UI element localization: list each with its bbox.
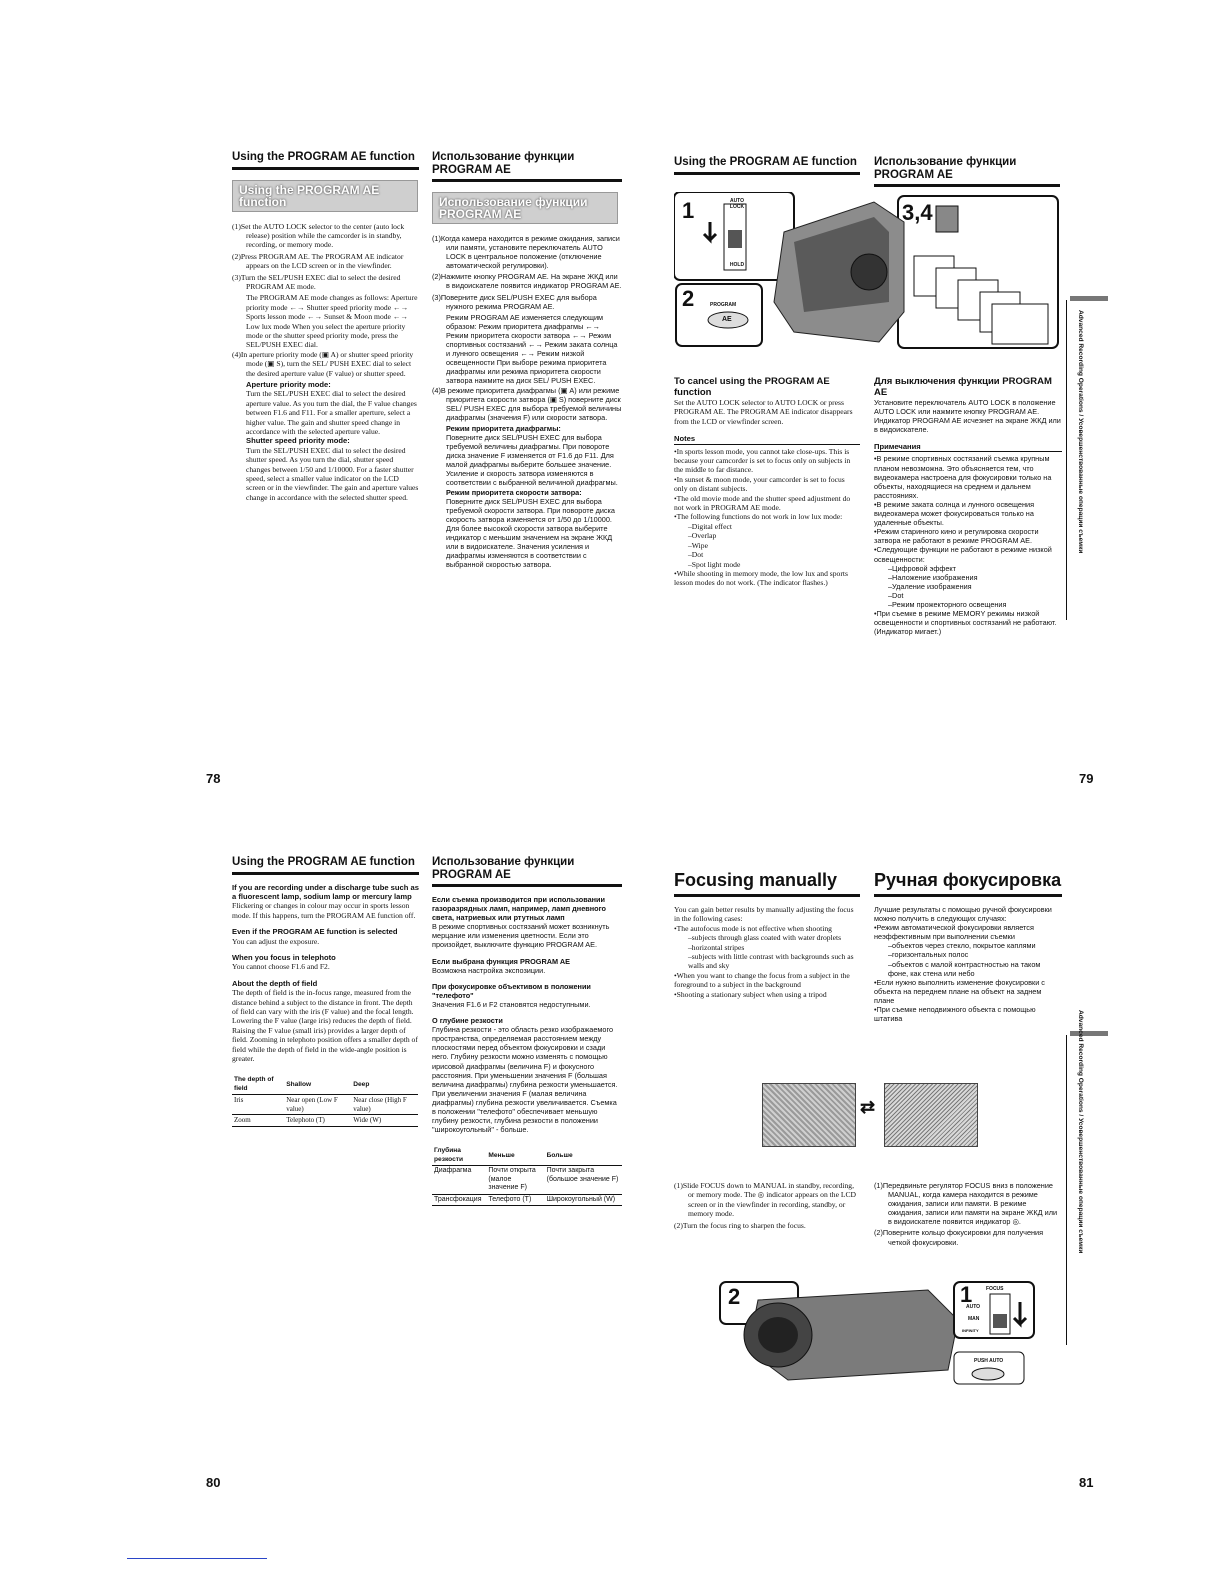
p81-en-steps — [674, 1181, 860, 1232]
p79-ru-column — [874, 376, 1062, 636]
p81-sharp-photo — [884, 1083, 978, 1147]
p81-ru-case-3: –горизонтальных полос — [888, 950, 969, 960]
p80-ru-block-2-text: Возможна настройка экспозиции. — [432, 965, 546, 975]
p79-side-text: Advanced Recording Operations / Усовершенствованные операции съемки — [1077, 310, 1084, 554]
p79-en-note-7: –Wipe — [688, 540, 708, 550]
p79-ru-cancel-text: Установите переключатель AUTO LOCK в положение AUTO LOCK или нажмите кнопку PROGRAM AE. Индикатор PROGRAM AE исчезнет на экране ЖКД или в видоискателе. — [874, 398, 1061, 435]
p78-ru-step-2: (2)Нажмите кнопку PROGRAM AE. На экране ЖКД или в видоискателе появится индикатор PROGRAM AE. — [432, 272, 622, 291]
p80-en-cell: Zoom — [232, 1115, 284, 1127]
p81-focus-knob — [993, 1314, 1007, 1328]
p80-en-block-4-title: About the depth of field — [232, 978, 318, 988]
p79-ru-note-10: •При съемке в режиме MEMORY режимы низкой освещенности и спортивных состязаний не работают. (Индикатор мигает.) — [874, 609, 1057, 637]
p79-ru-notes-title: Примечания — [874, 442, 1062, 452]
p81-page-number: 81 — [1079, 1475, 1094, 1490]
p78-ru-shutter-text: Поверните диск SEL/PUSH EXEC для выбора требуемой скорости затвора. При повороте диска скорость затвора изменяется от 1/50 до 1/10000. Для более высокой скорости затвора выберите индикатор с меньшим значением на экране ЖКД или в видоискателе. Значения усиления и диафрагмы изменяются в соответствии с выбранной скоростью затвора. — [446, 496, 615, 570]
p78-ru-step-3-text: Режим PROGRAM AE изменяется следующим образом: Режим приоритета диафрагмы ←→ Режим приоритета скорости затвора ←→ Режим спортивных состязаний ←→ Режим заката солнца и лунного освещения ←→ Режим низкой освещенности При выборе режима приоритета диафрагмы или режима приоритета скорости затвора нажмите на диск SEL/ PUSH EXEC. — [446, 312, 618, 386]
p81-ru-title: Ручная фокусировка — [874, 870, 1062, 897]
table-row — [232, 1115, 418, 1127]
p78-ru-step-1: (1)Когда камера находится в режиме ожидания, записи или памяти, установите переключатель AUTO LOCK в центральное положение (отключение автоматической регулировки). — [432, 234, 620, 271]
p78-en-section-header: Using the PROGRAM AE function — [232, 180, 418, 212]
p78-en-shutter-text: Turn the SEL/PUSH EXEC dial to select the desired shutter speed. As you turn the dial, shutter speed changes between 1/50 and 1/10000. For a faster shutter speed, select a smaller value indicator on the LCD screen or in the viewfinder. The gain and aperture values change in accordance with the selected shutter speed. — [246, 445, 419, 502]
p80-en-block-1-title: If you are recording under a discharge tube such as a fluorescent lamp, sodium lamp or mercury lamp — [232, 882, 419, 901]
p78-ru-aperture-title: Режим приоритета диафрагмы: — [446, 423, 561, 433]
p81-en-case-3: –horizontal stripes — [688, 942, 745, 952]
p80-ru-th-2: Меньше — [486, 1146, 544, 1166]
p79-page-number: 79 — [1079, 771, 1094, 786]
p78-en-step-2: (2)Press PROGRAM AE. The PROGRAM AE indicator appears on the LCD screen or in the viewfinder. — [232, 251, 404, 271]
p79-fig-label-autolock: AUTO LOCK — [729, 198, 745, 210]
p81-figure-svg — [718, 1280, 1038, 1390]
p80-ru-block-4-text: Глубина резкости - это область резко изображаемого пространства, определяемая расстоянием между плоскостями перед объектом фокусировки и сзади него. Глубину резкости можно изменять с помощью ирисовой диафрагмы (величина F) и фокусного расстояния. При уменьшении значения F (большая величина диафрагмы) глубина резкости уменьшается. При увеличении значения F (малая величина диафрагмы) глубина резкости увеличивается. Съемка в положении "телефото" обеспечивает меньшую глубину резкости, глубина резкости в положении "широкоугольный" - больше. — [432, 1025, 618, 1135]
p80-ru-block-3-text: Значения F1.6 и F2 становятся недоступными. — [432, 999, 591, 1009]
p81-fig-label-man: MAN — [968, 1316, 980, 1322]
p78-en-shutter-title: Shutter speed priority mode: — [246, 436, 350, 446]
p79-ru-note-8: –Dot — [888, 590, 904, 600]
p81-swap-arrows-icon: ⇄ — [860, 1097, 876, 1117]
p79-en-note-2: •In sunset & moon mode, your camcorder is set to focus only on distant subjects. — [674, 474, 845, 494]
p80-ru-block-4-title: О глубине резкости — [432, 1016, 503, 1026]
p81-ru-intro: Лучшие результаты с помощью ручной фокусировки можно получить в следующих случаях: — [874, 905, 1052, 924]
p81-fig-label-infinity: INFINITY — [962, 1328, 979, 1333]
p80-en-th-1: The depth of field — [232, 1075, 284, 1095]
p79-camera-dial — [851, 254, 887, 290]
p79-ru-note-6: –Наложение изображения — [888, 572, 978, 582]
table-row — [232, 1095, 418, 1115]
p79-en-note-4: •The following functions do not work in low lux mode: — [674, 512, 843, 522]
p78-ru-section-header: Использование функции PROGRAM AE — [432, 192, 618, 224]
p80-ru-block-3-title: При фокусировке объективом в положении "телефото" — [432, 981, 591, 1000]
p81-fig-label-2: 2 — [728, 1284, 741, 1309]
p79-en-note-6: –Overlap — [688, 531, 717, 541]
p79-side-tab — [1070, 296, 1108, 301]
p80-en-cell: Near close (High F value) — [351, 1095, 418, 1115]
p80-en-cell: Iris — [232, 1095, 284, 1115]
p79-fig-label-hold: HOLD — [729, 262, 745, 268]
p81-en-case-4: –subjects with little contrast with backgrounds such as walls and sky — [688, 952, 854, 971]
p79-ru-note-5: –Цифровой эффект — [888, 563, 957, 573]
p81-fig-label-pushauto: PUSH AUTO — [974, 1358, 1004, 1364]
p78-en-step-1: (1)Set the AUTO LOCK selector to the center (auto lock release) position while the camcorder is in standby, recording, or memory mode. — [232, 221, 405, 250]
p80-page-number: 80 — [206, 1475, 221, 1490]
p80-ru-cell: Почти закрыта (большое значение F) — [545, 1166, 622, 1195]
p78-en-column — [232, 151, 419, 502]
p80-ru-cell: Широкоугольный (W) — [545, 1194, 622, 1206]
p81-ru-case-1: •Режим автоматической фокусировки является неэффективным при выполнении съемки — [874, 923, 1034, 942]
p79-en-note-10: •While shooting in memory mode, the low lux and sports lesson modes do not work. (The indicator flashes.) — [674, 568, 848, 588]
p79-figure-svg — [674, 192, 1060, 352]
p81-figure — [718, 1280, 1038, 1390]
p78-en-step-3: (3)Turn the SEL/PUSH EXEC dial to select the desired PROGRAM AE mode. — [232, 272, 401, 291]
p79-figure — [674, 192, 1060, 352]
p79-en-header — [674, 156, 860, 175]
p79-ru-title: Использование функции PROGRAM AE — [874, 156, 1060, 187]
p79-en-title: Using the PROGRAM AE function — [674, 156, 860, 175]
p80-en-block-2-text: You can adjust the exposure. — [232, 936, 320, 946]
p81-camera-lens-inner — [758, 1317, 798, 1353]
p81-ru-case-4: –объектов с малой контрастностью на таком фоне, как стена или небо — [888, 959, 1041, 978]
p79-en-note-9: –Spot light mode — [688, 559, 741, 569]
p79-en-notes-title: Notes — [674, 434, 860, 444]
p79-ru-note-4: •Следующие функции не работают в режиме низкой освещенности: — [874, 545, 1052, 564]
p78-en-step-4: (4)In aperture priority mode (▣ A) or shutter speed priority mode (▣ S), turn the SEL/ PUSH EXEC dial to select the desired aperture value (F value) or shutter speed. — [232, 349, 414, 378]
p80-en-th-3: Deep — [351, 1075, 418, 1095]
p80-en-column — [232, 856, 419, 1127]
p81-ru-step-2: (2)Поверните кольцо фокусировки для получения четкой фокусировки. — [874, 1228, 1044, 1247]
p80-ru-cell: Трансфокация — [432, 1194, 486, 1206]
p79-en-cancel-text: Set the AUTO LOCK selector to AUTO LOCK or press PROGRAM AE. The PROGRAM AE indicator disappears from the LCD or viewfinder screen. — [674, 398, 853, 426]
p80-ru-cell: Почти открыта (малое значение F) — [486, 1166, 544, 1195]
p79-ru-note-3: •Режим старинного кино и регулировка скорости затвора не работают в режиме PROGRAM AE. — [874, 527, 1039, 546]
p80-ru-title: Использование функции PROGRAM AE — [432, 856, 622, 887]
p81-en-case-5: •When you want to change the focus from a subject in the foreground to a subject in the background — [674, 970, 850, 990]
p81-en-step-2: (2)Turn the focus ring to sharpen the focus. — [674, 1220, 806, 1230]
p80-ru-depth-table — [432, 1146, 622, 1206]
p80-en-th-2: Shallow — [284, 1075, 351, 1095]
p81-ru-step-1: (1)Передвиньте регулятор FOCUS вниз в положение MANUAL, когда камера находится в режиме ожидания, записи или памяти. В режиме ожидания, записи или памяти на экране ЖКД или в видоискателе появится индикатор ◎. — [874, 1181, 1058, 1227]
p79-en-cancel-title: To cancel using the PROGRAM AE function — [674, 376, 830, 398]
p81-ru-case-5: •Если нужно выполнить изменение фокусировки с объекта на переднем плане на объект на заднем плане — [874, 977, 1045, 1005]
p80-ru-cell: Диафрагма — [432, 1166, 486, 1195]
p80-ru-block-1-text: В режиме спортивных состязаний может возникнуть мерцание или изменения цветности. Если это произойдет, выключите функцию PROGRAM AE. — [432, 922, 610, 950]
p79-autolock-knob — [728, 230, 742, 248]
p78-ru-column — [432, 151, 622, 569]
p81-blurred-photo — [762, 1083, 856, 1147]
p80-ru-block-2-title: Если выбрана функция PROGRAM AE — [432, 956, 570, 966]
p79-side-line — [1066, 300, 1067, 620]
p78-ru-step-3: (3)Поверните диск SEL/PUSH EXEC для выбора нужного режима PROGRAM AE. — [432, 292, 597, 311]
p79-fig-label-1: 1 — [682, 198, 695, 223]
p78-ru-step-4: (4)В режиме приоритета диафрагмы (▣ A) или режиме приоритета скорости затвора (▣ S) поверните диск SEL/ PUSH EXEC для выбора требуемой величины диафрагмы (значения F) или скорости затвора. — [432, 385, 622, 422]
table-row — [432, 1194, 622, 1206]
p79-en-column — [674, 376, 860, 588]
p79-en-note-3: •The old movie mode and the shutter speed adjustment do not work in PROGRAM AE mode. — [674, 493, 851, 513]
p79-ru-note-7: –Удаление изображения — [888, 581, 972, 591]
p79-fig-label-34: 3,4 — [902, 200, 933, 225]
p80-en-block-3-text: You cannot choose F1.6 and F2. — [232, 962, 330, 972]
p81-fig-label-auto: AUTO — [966, 1304, 981, 1310]
p81-ru-steps — [874, 1181, 1062, 1249]
p81-push-auto-button — [972, 1368, 1004, 1380]
p80-ru-cell: Телефото (T) — [486, 1194, 544, 1206]
p78-ru-shutter-title: Режим приоритета скорости затвора: — [446, 487, 582, 497]
table-row — [432, 1166, 622, 1195]
p80-en-cell: Wide (W) — [351, 1115, 418, 1127]
p80-en-depth-table — [232, 1075, 418, 1127]
p81-fig-label-1: 1 — [960, 1282, 973, 1307]
p78-en-aperture-text: Turn the SEL/PUSH EXEC dial to select the desired aperture value. As you turn the dial, the F value changes between F1.6 and F11. For a smaller aperture, select a higher value. The gain and shutter speed change in accordance with the selected aperture value. — [246, 389, 417, 437]
p81-ru-case-6: •При съемке неподвижного объекта с помощью штатива — [874, 1005, 1036, 1024]
p80-en-cell: Near open (Low F value) — [284, 1095, 351, 1115]
link-underline — [127, 1558, 267, 1559]
p78-en-aperture-title: Aperture priority mode: — [246, 380, 331, 389]
p79-fig-label-ae: AE — [722, 316, 732, 323]
p81-side-tab — [1070, 1031, 1108, 1036]
p78-en-title: Using the PROGRAM AE function — [232, 151, 419, 170]
p80-ru-block-1-title: Если съемка производится при использовании газоразрядных ламп, например, ламп дневного света, натриевых или ртутных ламп — [432, 895, 607, 923]
p80-en-block-3-title: When you focus in telephoto — [232, 952, 336, 962]
p78-ru-title: Использование функции PROGRAM AE — [432, 151, 622, 182]
p79-fig-label-program: PROGRAM — [710, 302, 737, 308]
p81-en-column — [674, 870, 860, 999]
p79-en-note-8: –Dot — [688, 550, 704, 560]
p81-en-title: Focusing manually — [674, 870, 860, 897]
p81-ru-case-2: –объектов через стекло, покрытое каплями — [888, 941, 1036, 951]
p79-en-note-5: –Digital effect — [688, 521, 732, 531]
p81-ru-column — [874, 870, 1062, 1023]
p80-ru-th-1: Глубина резкости — [432, 1146, 486, 1166]
p80-en-cell: Telephoto (T) — [284, 1115, 351, 1127]
p81-side-line — [1066, 1035, 1067, 1345]
p78-page-number: 78 — [206, 771, 221, 786]
p79-ru-header — [874, 156, 1060, 187]
p80-en-block-1-text: Flickering or changes in colour may occur in sports lesson mode. If this happens, turn the PROGRAM AE function off. — [232, 901, 416, 920]
p79-ru-note-1: •В режиме спортивных состязаний съемка крупным планом невозможна. Это объясняется тем, что видеокамера настроена для фокусировки только на объекты, находящиеся на среднем и дальнем расстояниях. — [874, 454, 1052, 500]
p81-en-case-2: –subjects through glass coated with water droplets — [688, 933, 842, 943]
p79-fig-label-2: 2 — [682, 286, 695, 311]
p79-screen-5 — [992, 304, 1048, 344]
p80-ru-column — [432, 856, 622, 1206]
p79-dial-icon — [936, 206, 958, 232]
p79-ru-note-9: –Режим прожекторного освещения — [888, 599, 1007, 609]
p79-en-note-1: •In sports lesson mode, you cannot take close-ups. This is because your camcorder is set to focus only on subjects in the middle to far distance. — [674, 446, 851, 475]
p79-ru-cancel-title: Для выключения функции PROGRAM AE — [874, 376, 1052, 398]
p80-en-block-2-title: Even if the PROGRAM AE function is selected — [232, 927, 398, 937]
p78-en-step-3-text: The PROGRAM AE mode changes as follows: Aperture priority mode ←→ Shutter speed priority mode ←→ Sports lesson mode ←→ Sunset & Moon mode ←→ Low lux mode When you select the aperture priority mode or the shutter speed priority mode, press the SEL/PUSH EXEC dial. — [246, 293, 418, 350]
p81-en-step-1: (1)Slide FOCUS down to MANUAL in standby, recording, or memory mode. The ◎ indicator appears on the LCD screen or in the viewfinder in recording, standby, or memory mode. — [674, 1181, 857, 1219]
p81-en-case-6: •Shooting a stationary subject when using a tripod — [674, 989, 827, 999]
p80-en-block-4-text: The depth of field is the in-focus range, measured from the distance behind a subject to the distance in front. The depth of field can vary with the iris (F value) and the focal length. Lowering the F value (large iris) reduces the depth of field. Raising the F value (small iris) provides a larger depth of field. Zooming in telephoto position offers a smaller depth of field while the depth of field in the wide-angle position is greater. — [232, 988, 418, 1063]
p81-side-text: Advanced Recording Operations / Усовершенствованные операции съемки — [1077, 1010, 1084, 1254]
p81-en-case-1: •The autofocus mode is not effective when shooting — [674, 923, 832, 933]
p78-ru-aperture-text: Поверните диск SEL/PUSH EXEC для выбора требуемой величины диафрагмы. При повороте диска значение F изменяется от F1.6 до F11. Для малой диафрагмы выберите большее значение. Усиление и скорость затвора изменяются в соответствии с выбранной величиной диафрагмы. — [446, 432, 618, 488]
p80-en-title: Using the PROGRAM AE function — [232, 856, 419, 875]
p81-fig-label-focus: FOCUS — [986, 1286, 1004, 1292]
p79-ru-note-2: •В режиме заката солнца и лунного освещения видеокамера может фокусироваться только на удаленные объекты. — [874, 499, 1035, 528]
p80-ru-th-3: Больше — [545, 1146, 622, 1166]
p81-en-intro: You can gain better results by manually adjusting the focus in the following cases: — [674, 905, 854, 924]
